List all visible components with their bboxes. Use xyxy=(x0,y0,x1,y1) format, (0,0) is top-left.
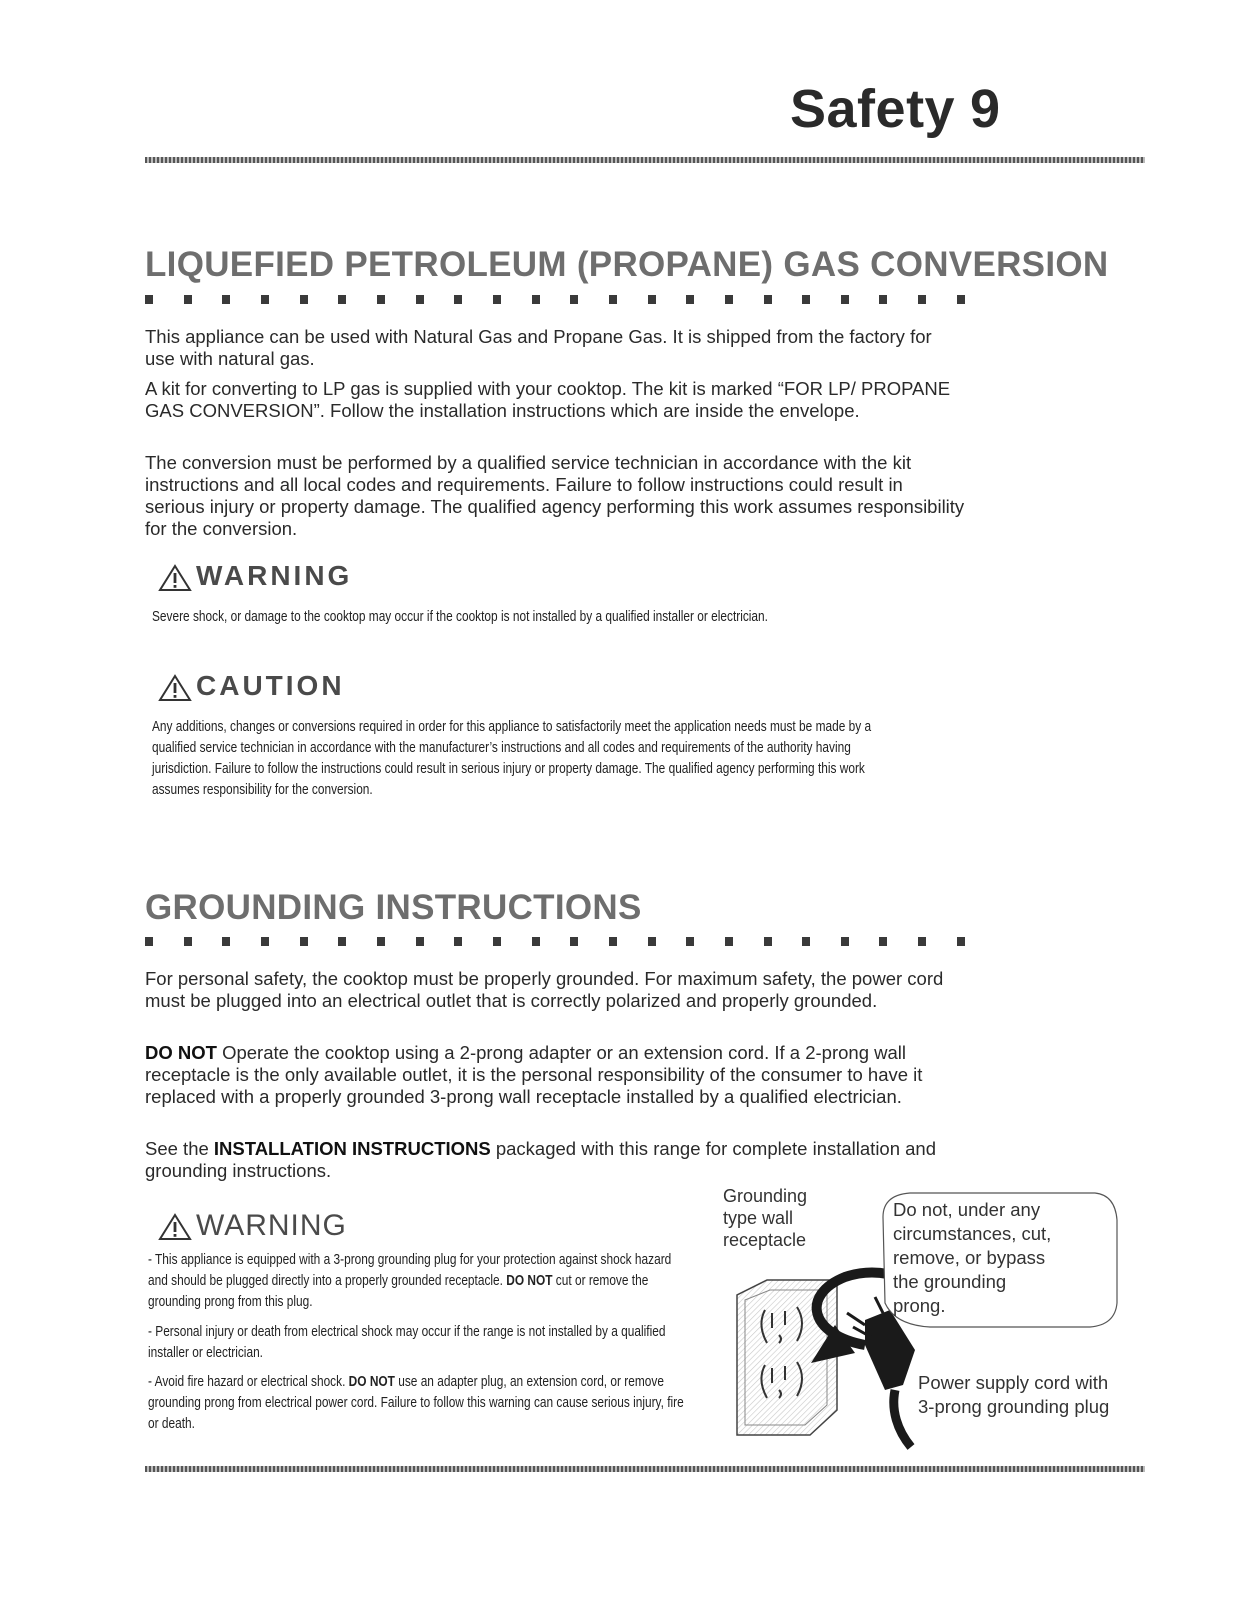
rule-dot xyxy=(725,937,733,946)
lp-caution-text: Any additions, changes or conversions required in order for this appliance to satisfactorily meet the application needs must be made by a qualified service technician in accordance with the manufacturer’s instructions and all codes and requirements of the authority having jurisdiction. Failure to follow the instructions could result in serious injury or property damage. The qualified agency performing this work assumes responsibility for the conversion. xyxy=(152,719,872,798)
rule-dot xyxy=(145,937,153,946)
grounding-warning-item-1: - This appliance is equipped with a 3-prong grounding plug for your protection against shock hazard and should be plugged directly into a properly grounded receptacle. DO NOT cut or remove the grounding prong from this plug. xyxy=(148,1252,672,1310)
rule-dot xyxy=(570,937,578,946)
lp-paragraph-1: This appliance can be used with Natural Gas and Propane Gas. It is shipped from the factory for use with natural gas. xyxy=(145,326,932,369)
rule-dot xyxy=(879,295,887,304)
rule-dot xyxy=(300,295,308,304)
lp-paragraph-3: The conversion must be performed by a qualified service technician in accordance with the kit instructions and all local codes and requirements. Failure to follow instructions could result in serious injury or property damage. The qualified agency performing this work assumes responsibility for the conversion. xyxy=(145,452,965,539)
grounding-warning-heading-text: WARNING xyxy=(196,1209,347,1242)
rule-dot xyxy=(686,937,694,946)
rule-dot xyxy=(957,295,965,304)
installation-instructions-emphasis: INSTALLATION INSTRUCTIONS xyxy=(213,1138,491,1159)
rule-dot xyxy=(261,937,269,946)
rule-dot xyxy=(802,295,810,304)
footer-rule xyxy=(145,1466,1145,1472)
rule-dot xyxy=(725,295,733,304)
grounding-warning-heading xyxy=(158,1209,347,1243)
rule-dot xyxy=(879,937,887,946)
rule-dot xyxy=(222,295,230,304)
rule-dot xyxy=(184,295,192,304)
rule-dot xyxy=(377,295,385,304)
rule-dot xyxy=(338,937,346,946)
rule-dot xyxy=(648,295,656,304)
rule-dot xyxy=(918,937,926,946)
page-number: 9 xyxy=(970,79,1001,139)
rule-dot xyxy=(300,937,308,946)
rule-dot xyxy=(377,937,385,946)
lp-warning-text: Severe shock, or damage to the cooktop may occur if the cooktop is not installed by a qualified installer or electrician. xyxy=(152,609,768,625)
lp-warning-heading xyxy=(158,560,352,592)
rule-dot xyxy=(261,295,269,304)
rule-dot xyxy=(454,937,462,946)
grounding-paragraph-1: For personal safety, the cooktop must be properly grounded. For maximum safety, the power cord must be plugged into an electrical outlet that is correctly polarized and properly grounded. xyxy=(145,968,944,1011)
rule-dot xyxy=(184,937,192,946)
warning-triangle-icon xyxy=(158,1213,192,1241)
cord-label: Power supply cord with 3-prong grounding plug xyxy=(918,1372,1110,1417)
rule-dot xyxy=(764,295,772,304)
lp-section-title: LIQUEFIED PETROLEUM (PROPANE) GAS CONVERSION xyxy=(145,245,1109,284)
rule-dot xyxy=(532,295,540,304)
rule-dot xyxy=(222,937,230,946)
rule-dot xyxy=(532,937,540,946)
grounding-paragraph-3: See the INSTALLATION INSTRUCTIONS packaged with this range for complete installation and grounding instructions. xyxy=(145,1138,937,1181)
grounding-plug-figure xyxy=(715,1185,1145,1455)
callout-label: Do not, under any circumstances, cut, remove, or bypass the grounding prong. xyxy=(893,1199,1052,1316)
rule-dot xyxy=(764,937,772,946)
rule-dot xyxy=(609,295,617,304)
rule-dot xyxy=(686,295,694,304)
lp-section-dot-rule xyxy=(145,295,965,304)
lp-caution-heading-text: CAUTION xyxy=(196,670,345,701)
rule-dot xyxy=(841,937,849,946)
header-rule xyxy=(145,157,1145,163)
lp-warning-heading-text: WARNING xyxy=(196,560,353,591)
rule-dot xyxy=(648,937,656,946)
rule-dot xyxy=(609,937,617,946)
rule-dot xyxy=(416,295,424,304)
rule-dot xyxy=(802,937,810,946)
do-not-emphasis: DO NOT xyxy=(145,1042,217,1063)
lp-paragraph-2: A kit for converting to LP gas is supplied with your cooktop. The kit is marked “FOR LP/ PROPANE GAS CONVERSION”. Follow the installation instructions which are inside the envelope. xyxy=(145,378,951,421)
grounding-section-title: GROUNDING INSTRUCTIONS xyxy=(145,888,642,927)
caution-triangle-icon xyxy=(158,674,192,702)
rule-dot xyxy=(841,295,849,304)
warning-triangle-icon xyxy=(158,564,192,592)
receptacle-label: Grounding type wall receptacle xyxy=(723,1186,808,1250)
rule-dot xyxy=(957,937,965,946)
grounding-warning-item-3: - Avoid fire hazard or electrical shock. DO NOT use an adapter plug, an extension cord, or remove grounding prong from electrical power cord. Failure to follow this warning can cause serious injury, fire or death. xyxy=(148,1374,684,1432)
grounding-warning-item-2: - Personal injury or death from electrical shock may occur if the range is not installed by a qualified installer or electrician. xyxy=(148,1324,666,1361)
lp-caution-heading xyxy=(158,670,345,702)
rule-dot xyxy=(145,295,153,304)
rule-dot xyxy=(416,937,424,946)
rule-dot xyxy=(338,295,346,304)
rule-dot xyxy=(493,295,501,304)
rule-dot xyxy=(570,295,578,304)
grounding-section-dot-rule xyxy=(145,937,965,946)
grounding-paragraph-2: DO NOT Operate the cooktop using a 2-prong adapter or an extension cord. If a 2-prong wall receptacle is the only available outlet, it is the personal responsibility of the consumer to have it replaced with a properly grounded 3-prong wall receptacle installed by a qualified electrician. xyxy=(145,1042,923,1107)
rule-dot xyxy=(454,295,462,304)
page-title: Safety xyxy=(790,79,956,139)
rule-dot xyxy=(918,295,926,304)
rule-dot xyxy=(493,937,501,946)
